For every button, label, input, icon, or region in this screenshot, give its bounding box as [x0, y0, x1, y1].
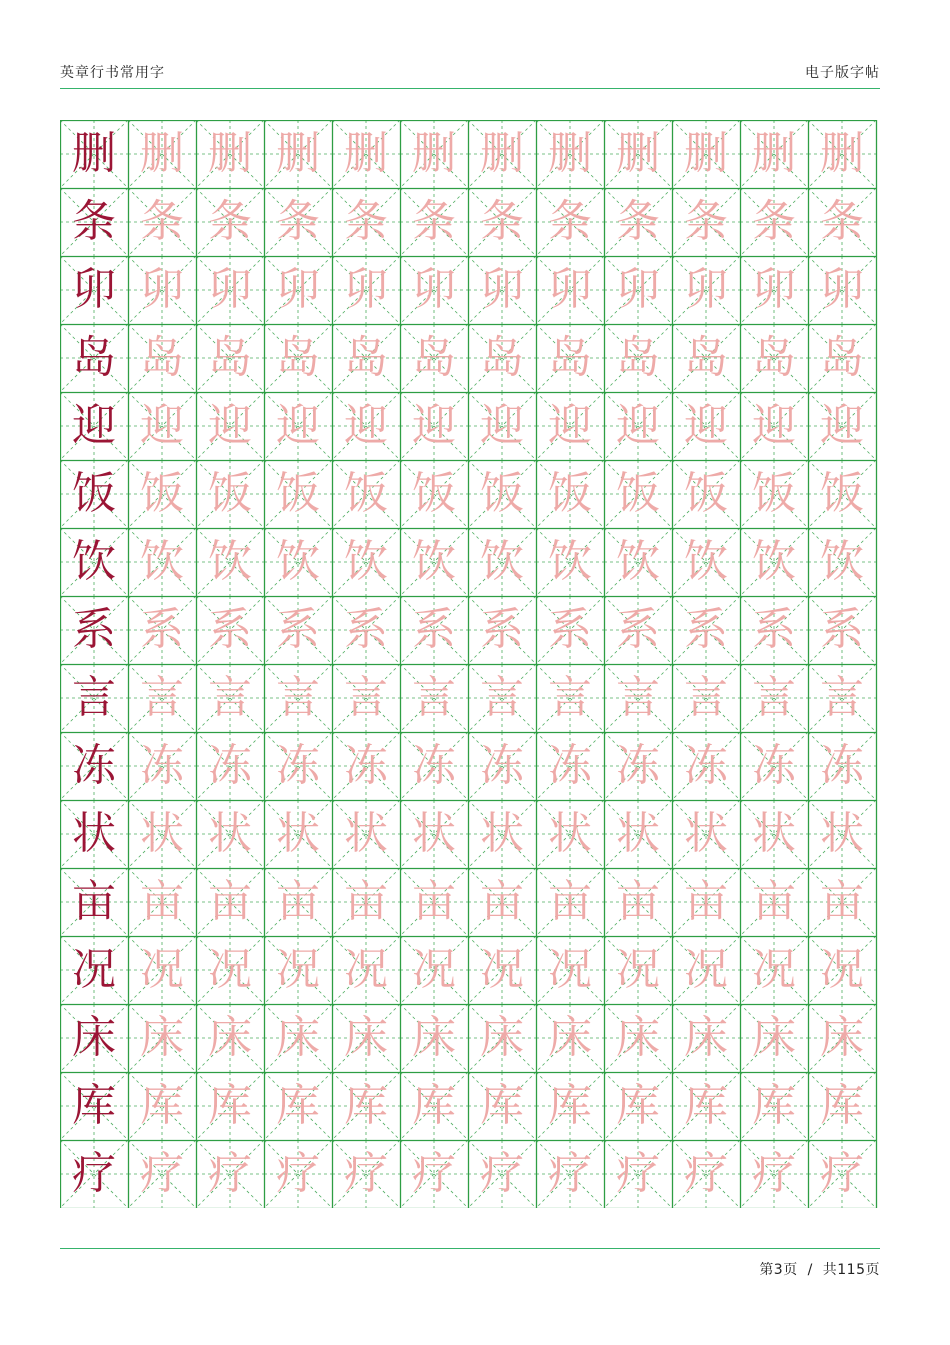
trace-character: 系: [616, 604, 660, 655]
trace-character: 饮: [140, 536, 184, 587]
trace-character: 状: [276, 808, 320, 859]
trace-character: 岛: [276, 332, 320, 383]
trace-character: 岛: [684, 332, 728, 383]
trace-character: 床: [412, 1012, 456, 1063]
trace-character: 库: [684, 1080, 728, 1131]
trace-character: 冻: [276, 740, 320, 791]
model-character: 系: [72, 604, 116, 655]
trace-character: 床: [684, 1012, 728, 1063]
trace-character: 言: [752, 672, 796, 723]
trace-character: 系: [684, 604, 728, 655]
trace-character: 迎: [412, 400, 456, 451]
trace-character: 冻: [548, 740, 592, 791]
trace-character: 状: [820, 808, 864, 859]
trace-character: 言: [140, 672, 184, 723]
trace-character: 状: [480, 808, 524, 859]
header-divider: [60, 88, 880, 89]
trace-character: 迎: [548, 400, 592, 451]
trace-character: 条: [684, 196, 728, 247]
trace-character: 饮: [548, 536, 592, 587]
trace-character: 疗: [684, 1148, 728, 1199]
model-character: 饮: [72, 536, 116, 587]
trace-character: 状: [344, 808, 388, 859]
trace-character: 删: [140, 128, 184, 179]
trace-character: 言: [616, 672, 660, 723]
document-title: 英章行书常用字: [60, 65, 165, 81]
trace-character: 冻: [752, 740, 796, 791]
model-character: 疗: [72, 1148, 116, 1199]
trace-character: 卯: [616, 264, 660, 315]
trace-character: 况: [616, 944, 660, 995]
trace-character: 删: [684, 128, 728, 179]
trace-character: 亩: [548, 876, 592, 927]
trace-character: 冻: [480, 740, 524, 791]
trace-character: 况: [208, 944, 252, 995]
trace-character: 床: [548, 1012, 592, 1063]
trace-character: 卯: [208, 264, 252, 315]
trace-character: 状: [208, 808, 252, 859]
trace-character: 亩: [344, 876, 388, 927]
trace-character: 床: [752, 1012, 796, 1063]
trace-character: 删: [208, 128, 252, 179]
trace-character: 删: [616, 128, 660, 179]
trace-character: 饭: [480, 468, 524, 519]
trace-character: 冻: [344, 740, 388, 791]
trace-character: 床: [208, 1012, 252, 1063]
trace-character: 饮: [820, 536, 864, 587]
trace-character: 饮: [752, 536, 796, 587]
trace-character: 卯: [412, 264, 456, 315]
trace-character: 条: [480, 196, 524, 247]
current-page: 第3页: [759, 1262, 798, 1278]
trace-character: 亩: [752, 876, 796, 927]
trace-character: 疗: [276, 1148, 320, 1199]
model-character: 况: [72, 944, 116, 995]
trace-character: 删: [276, 128, 320, 179]
trace-character: 迎: [684, 400, 728, 451]
trace-character: 迎: [276, 400, 320, 451]
trace-character: 亩: [412, 876, 456, 927]
trace-character: 饭: [752, 468, 796, 519]
trace-character: 饮: [208, 536, 252, 587]
trace-character: 删: [752, 128, 796, 179]
trace-character: 床: [480, 1012, 524, 1063]
trace-character: 库: [276, 1080, 320, 1131]
trace-character: 卯: [820, 264, 864, 315]
model-character: 删: [72, 128, 116, 179]
trace-character: 库: [548, 1080, 592, 1131]
trace-character: 迎: [480, 400, 524, 451]
trace-character: 冻: [412, 740, 456, 791]
trace-character: 况: [412, 944, 456, 995]
total-pages: 共115页: [822, 1262, 880, 1278]
trace-character: 删: [820, 128, 864, 179]
trace-character: 岛: [208, 332, 252, 383]
trace-character: 库: [208, 1080, 252, 1131]
trace-character: 冻: [820, 740, 864, 791]
trace-character: 疗: [208, 1148, 252, 1199]
trace-character: 冻: [208, 740, 252, 791]
trace-character: 系: [412, 604, 456, 655]
trace-character: 条: [548, 196, 592, 247]
trace-character: 状: [752, 808, 796, 859]
trace-character: 饮: [684, 536, 728, 587]
trace-character: 饮: [344, 536, 388, 587]
trace-character: 删: [480, 128, 524, 179]
trace-character: 岛: [616, 332, 660, 383]
trace-character: 况: [276, 944, 320, 995]
trace-character: 条: [752, 196, 796, 247]
trace-character: 饮: [276, 536, 320, 587]
trace-character: 系: [208, 604, 252, 655]
trace-character: 床: [820, 1012, 864, 1063]
trace-character: 删: [344, 128, 388, 179]
model-character: 卯: [72, 264, 116, 315]
trace-character: 条: [208, 196, 252, 247]
trace-character: 卯: [344, 264, 388, 315]
trace-character: 言: [820, 672, 864, 723]
footer-divider: [60, 1248, 880, 1249]
trace-character: 卯: [752, 264, 796, 315]
trace-character: 饭: [276, 468, 320, 519]
model-character: 冻: [72, 740, 116, 791]
trace-character: 冻: [616, 740, 660, 791]
trace-character: 冻: [684, 740, 728, 791]
trace-character: 况: [548, 944, 592, 995]
trace-character: 况: [820, 944, 864, 995]
trace-character: 条: [344, 196, 388, 247]
trace-character: 岛: [752, 332, 796, 383]
trace-character: 饭: [820, 468, 864, 519]
trace-character: 岛: [480, 332, 524, 383]
trace-character: 迎: [208, 400, 252, 451]
trace-character: 系: [548, 604, 592, 655]
trace-character: 库: [820, 1080, 864, 1131]
trace-character: 库: [480, 1080, 524, 1131]
trace-character: 条: [276, 196, 320, 247]
trace-character: 迎: [820, 400, 864, 451]
trace-character: 库: [616, 1080, 660, 1131]
model-character: 状: [72, 808, 116, 859]
trace-character: 疗: [480, 1148, 524, 1199]
trace-character: 系: [480, 604, 524, 655]
trace-character: 删: [412, 128, 456, 179]
trace-character: 卯: [276, 264, 320, 315]
trace-character: 岛: [344, 332, 388, 383]
trace-character: 床: [616, 1012, 660, 1063]
trace-character: 库: [344, 1080, 388, 1131]
trace-character: 饮: [412, 536, 456, 587]
trace-character: 言: [480, 672, 524, 723]
model-character: 饭: [72, 468, 116, 519]
model-character: 条: [72, 196, 116, 247]
trace-character: 系: [820, 604, 864, 655]
trace-character: 况: [344, 944, 388, 995]
trace-character: 饮: [480, 536, 524, 587]
trace-character: 况: [684, 944, 728, 995]
trace-character: 冻: [140, 740, 184, 791]
trace-character: 条: [412, 196, 456, 247]
trace-character: 卯: [480, 264, 524, 315]
trace-character: 卯: [548, 264, 592, 315]
trace-character: 库: [140, 1080, 184, 1131]
trace-character: 疗: [548, 1148, 592, 1199]
trace-character: 岛: [412, 332, 456, 383]
trace-character: 况: [480, 944, 524, 995]
trace-character: 疗: [344, 1148, 388, 1199]
trace-character: 岛: [820, 332, 864, 383]
trace-character: 亩: [820, 876, 864, 927]
trace-character: 卯: [684, 264, 728, 315]
trace-character: 饭: [208, 468, 252, 519]
trace-character: 库: [752, 1080, 796, 1131]
trace-character: 迎: [752, 400, 796, 451]
model-character: 岛: [72, 332, 116, 383]
trace-character: 饭: [412, 468, 456, 519]
trace-character: 言: [684, 672, 728, 723]
trace-character: 饭: [616, 468, 660, 519]
trace-character: 床: [344, 1012, 388, 1063]
model-character: 亩: [72, 876, 116, 927]
trace-character: 条: [616, 196, 660, 247]
trace-character: 条: [820, 196, 864, 247]
model-character: 库: [72, 1080, 116, 1131]
trace-character: 条: [140, 196, 184, 247]
trace-character: 系: [140, 604, 184, 655]
trace-character: 状: [616, 808, 660, 859]
document-subtitle: 电子版字帖: [805, 65, 880, 81]
trace-character: 况: [140, 944, 184, 995]
trace-character: 卯: [140, 264, 184, 315]
trace-character: 迎: [140, 400, 184, 451]
trace-character: 言: [344, 672, 388, 723]
trace-character: 系: [752, 604, 796, 655]
trace-character: 迎: [616, 400, 660, 451]
trace-character: 库: [412, 1080, 456, 1131]
trace-character: 言: [548, 672, 592, 723]
trace-character: 床: [140, 1012, 184, 1063]
trace-character: 床: [276, 1012, 320, 1063]
trace-character: 言: [276, 672, 320, 723]
trace-character: 言: [412, 672, 456, 723]
trace-character: 删: [548, 128, 592, 179]
trace-character: 疗: [616, 1148, 660, 1199]
model-character: 言: [72, 672, 116, 723]
trace-character: 系: [276, 604, 320, 655]
trace-character: 亩: [684, 876, 728, 927]
trace-character: 饭: [140, 468, 184, 519]
trace-character: 疗: [820, 1148, 864, 1199]
trace-character: 疗: [140, 1148, 184, 1199]
trace-character: 状: [548, 808, 592, 859]
trace-character: 亩: [276, 876, 320, 927]
trace-character: 亩: [140, 876, 184, 927]
trace-character: 饭: [344, 468, 388, 519]
trace-character: 迎: [344, 400, 388, 451]
trace-character: 系: [344, 604, 388, 655]
practice-grid: [60, 120, 878, 1208]
trace-character: 言: [208, 672, 252, 723]
trace-character: 况: [752, 944, 796, 995]
trace-character: 状: [140, 808, 184, 859]
trace-character: 疗: [752, 1148, 796, 1199]
trace-character: 饮: [616, 536, 660, 587]
trace-character: 岛: [548, 332, 592, 383]
trace-character: 饭: [548, 468, 592, 519]
trace-character: 状: [684, 808, 728, 859]
trace-character: 饭: [684, 468, 728, 519]
character-cells: [60, 120, 878, 1208]
trace-character: 亩: [616, 876, 660, 927]
trace-character: 岛: [140, 332, 184, 383]
model-character: 床: [72, 1012, 116, 1063]
page-indicator: [759, 1259, 880, 1279]
trace-character: 亩: [480, 876, 524, 927]
page-separator: /: [807, 1262, 813, 1278]
trace-character: 疗: [412, 1148, 456, 1199]
trace-character: 亩: [208, 876, 252, 927]
trace-character: 状: [412, 808, 456, 859]
model-character: 迎: [72, 400, 116, 451]
